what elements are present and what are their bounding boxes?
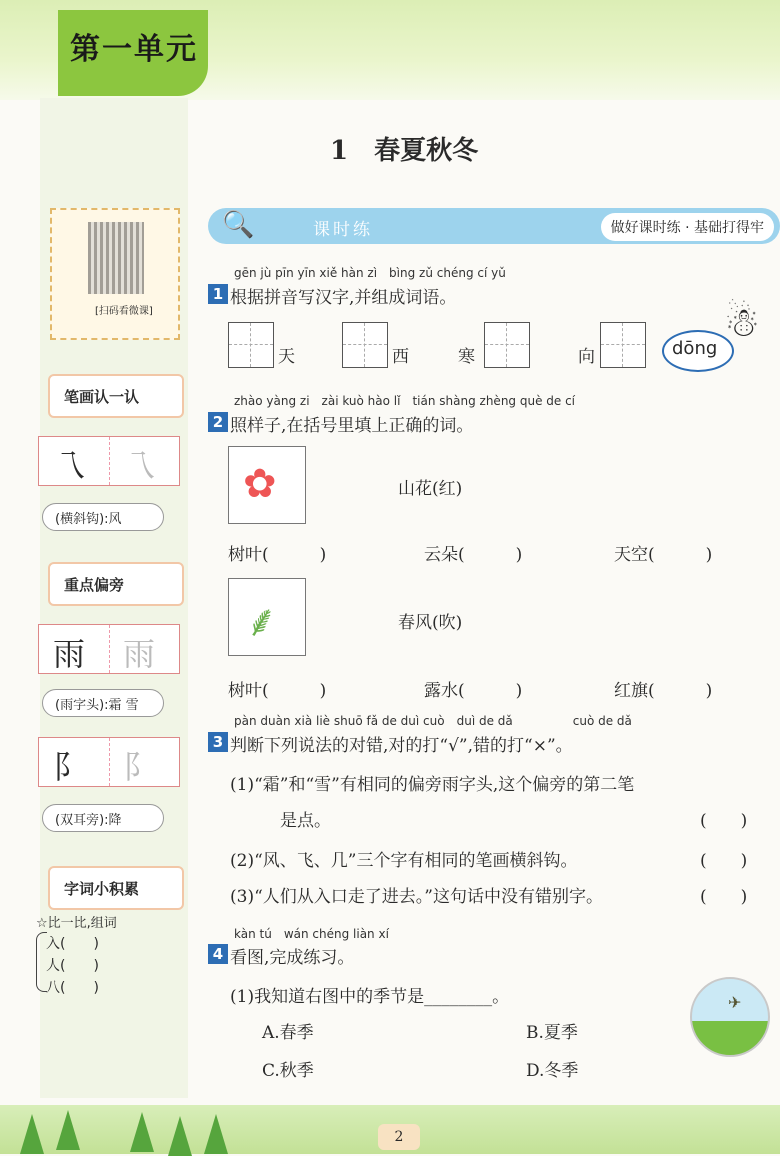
q2-blank[interactable]: 露水( ): [424, 681, 523, 701]
q2-example2: 春风(吹): [398, 613, 463, 633]
lesson-title: 1 春夏秋冬: [330, 136, 479, 166]
flower-image: [228, 446, 306, 524]
q3-pinyin: pàn duàn xià liè shuō fǎ de duì cuò duì de dǎ cuò de dǎ: [234, 714, 632, 728]
option-b[interactable]: B.夏季: [526, 1023, 578, 1043]
q3-text: 判断下列说法的对错,对的打“√”,错的打“×”。: [230, 736, 573, 756]
radical-note-rain: (雨字头):霜 雪: [42, 689, 164, 717]
q2-blank[interactable]: 天空( ): [614, 545, 713, 565]
q3-item: 是点。: [280, 811, 331, 831]
compare-item: 入( ): [46, 936, 99, 952]
q2-blank[interactable]: 红旗( ): [614, 681, 713, 701]
q1-text: 根据拼音写汉字,并组成词语。: [230, 288, 457, 308]
q1-char: 向: [578, 347, 595, 367]
stroke-grid: [38, 436, 180, 486]
radical-char: 雨: [53, 635, 86, 673]
q3-item: (3)“人们从入口走了进去。”这句话中没有错别字。: [230, 887, 603, 907]
q4-text: 看图,完成练习。: [230, 948, 355, 968]
write-box[interactable]: [484, 322, 530, 368]
side-heading-words: 字词小积累: [48, 866, 184, 910]
willow-image: [228, 578, 306, 656]
write-box[interactable]: [228, 322, 274, 368]
radical-char-trace: 阝: [123, 748, 156, 786]
compare-item: 八( ): [46, 980, 99, 996]
q4-number: 4: [208, 944, 228, 964]
option-d[interactable]: D.冬季: [526, 1061, 579, 1081]
q3-item: (2)“风、飞、几”三个字有相同的笔画横斜钩。: [230, 851, 578, 871]
unit-tab: [58, 10, 208, 96]
q2-example1: 山花(红): [398, 479, 463, 499]
bird-icon: ✈: [728, 993, 742, 1012]
answer-bracket[interactable]: ( ): [700, 811, 748, 831]
flower-icon: ✿: [243, 461, 277, 507]
side-heading-strokes: 笔画认一认: [48, 374, 184, 418]
snowman-icon: ☃: [724, 300, 760, 346]
magnifier-icon: 🔍: [222, 210, 255, 240]
stroke-char: 乁: [53, 447, 86, 485]
q2-blank[interactable]: 云朵( ): [424, 545, 523, 565]
q2-pinyin: zhào yàng zi zài kuò hào lǐ tián shàng zhèng què de cí: [234, 394, 576, 408]
practice-slogan: 做好课时练 · 基础打得牢: [601, 213, 774, 241]
q4-question: (1)我知道右图中的季节是________。: [230, 987, 510, 1007]
q3-number: 3: [208, 732, 228, 752]
side-heading-radicals: 重点偏旁: [48, 562, 184, 606]
q1-char: 天: [278, 347, 295, 367]
stroke-char-trace: 乁: [123, 447, 156, 485]
unit-title: 第一单元: [70, 32, 198, 67]
radical-char-trace: 雨: [123, 635, 156, 673]
qr-code-icon[interactable]: [88, 222, 144, 294]
q2-number: 2: [208, 412, 228, 432]
q1-number: 1: [208, 284, 228, 304]
q1-pinyin: gēn jù pīn yīn xiě hàn zì bìng zǔ chéng cí yǔ: [234, 266, 506, 280]
q2-text: 照样子,在括号里填上正确的词。: [230, 416, 474, 436]
page-number: 2: [378, 1124, 420, 1150]
q2-blank[interactable]: 树叶( ): [228, 681, 327, 701]
season-picture: [690, 977, 770, 1057]
practice-bar: [208, 208, 780, 244]
willow-icon: ⸙: [245, 596, 278, 647]
answer-bracket[interactable]: ( ): [700, 887, 748, 907]
stroke-note: (横斜钩):风: [42, 503, 164, 531]
option-c[interactable]: C.秋季: [262, 1061, 314, 1081]
radical-grid-ear: [38, 737, 180, 787]
q1-char: 寒: [458, 347, 475, 367]
q1-char: 西: [392, 347, 409, 367]
answer-bracket[interactable]: ( ): [700, 851, 748, 871]
q4-pinyin: kàn tú wán chéng liàn xí: [234, 927, 389, 941]
practice-label: 课时练: [313, 220, 373, 240]
option-a[interactable]: A.春季: [262, 1023, 314, 1043]
qr-label: [扫码看微课]: [95, 306, 153, 317]
radical-char: 阝: [53, 748, 86, 786]
q2-blank[interactable]: 树叶( ): [228, 545, 327, 565]
compare-instruction: ☆比一比,组词: [36, 916, 117, 931]
pinyin-bubble: dōng: [662, 330, 734, 372]
q3-item: (1)“霜”和“雪”有相同的偏旁雨字头,这个偏旁的第二笔: [230, 775, 635, 795]
write-box[interactable]: [342, 322, 388, 368]
radical-grid-rain: [38, 624, 180, 674]
write-box[interactable]: [600, 322, 646, 368]
compare-item: 人( ): [46, 958, 99, 974]
christmas-trees-decoration: [0, 1110, 240, 1154]
radical-note-ear: (双耳旁):降: [42, 804, 164, 832]
